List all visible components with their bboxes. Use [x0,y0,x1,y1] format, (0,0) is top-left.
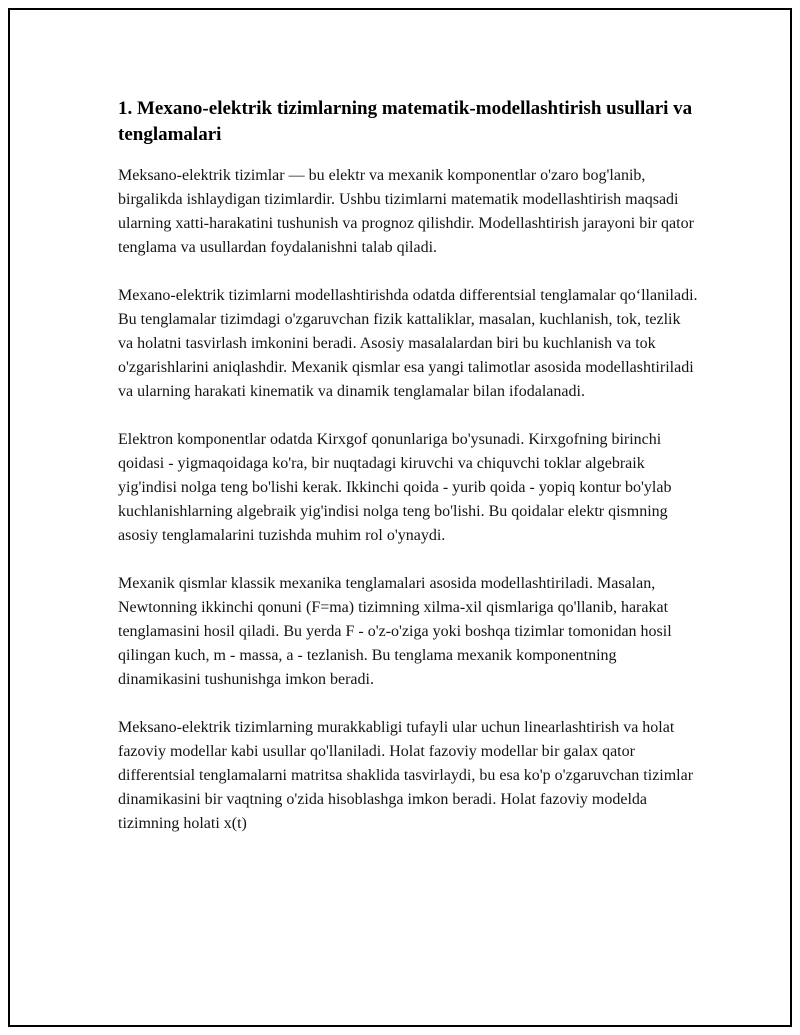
paragraph-1: Meksano-elektrik tizimlar — bu elektr va mexanik komponentlar o'zaro bog'lanib, birgalikda ishlaydigan tizimlardir. Ushbu tizimlarni matematik modellashtirish maqsadi ularning xatti-harakatini tushunish va prognoz qilishdir. Modellashtirish jarayoni bir qator tenglama va usullardan foydalanishni talab qiladi. [118,167,694,256]
page-frame [8,8,792,1027]
document-title: 1. Mexano-elektrik tizimlarning matematik-modellashtirish usullari va tenglamalari [118,98,693,145]
paragraph-2: Mexano-elektrik tizimlarni modellashtirishda odatda differentsial tenglamalar qo‘llaniladi. Bu tenglamalar tizimdagi o'zgaruvchan fizik kattaliklar, masalan, kuchlanish, tok, tezlik va holatni tasvirlash imkonini beradi. Asosiy masalalardan biri bu kuchlanish va tok o'zgarishlarini aniqlashdir. Mexanik qismlar esa yangi talimotlar asosida modellashtiriladi va ularning harakati kinematik va dinamik tenglamalar bilan ifodalanadi. [118,287,698,400]
paragraph-3: Elektron komponentlar odatda Kirxgof qonunlariga bo'ysunadi. Kirxgofning birinchi qoidasi - yigmaqoidaga ko'ra, bir nuqtadagi kiruvchi va chiquvchi toklar algebraik yig'indisi nolga teng bo'lishi kerak. Ikkinchi qoida - yurib qoida - yopiq kontur bo'ylab kuchlanishlarning algebraik yig'indisi nolga teng bo'lishi. Bu qoidalar elektr qismning asosiy tenglamalarini tuzishda muhim rol o'ynaydi. [118,431,672,544]
paragraph-4: Mexanik qismlar klassik mexanika tenglamalari asosida modellashtiriladi. Masalan, Newtonning ikkinchi qonuni (F=ma) tizimning xilma-xil qismlariga qo'llanib, harakat tenglamasini hosil qiladi. Bu yerda F - o'z-o'ziga yoki boshqa tizimlar tomonidan hosil qilingan kuch, m - massa, a - tezlanish. Bu tenglama mexanik komponentning dinamikasini tushunishga imkon beradi. [118,575,672,688]
document-body [118,96,698,860]
paragraph-5: Meksano-elektrik tizimlarning murakkabligi tufayli ular uchun linearlashtirish va holat fazoviy modellar kabi usullar qo'llaniladi. Holat fazoviy modellar bir galax qator differentsial tenglamalarni matritsa shaklida tasvirlaydi, bu esa ko'p o'zgaruvchan tizimlar dinamikasini bir vaqtning o'zida hisoblashga imkon beradi. Holat fazoviy modelda tizimning holati x(t) [118,719,694,832]
